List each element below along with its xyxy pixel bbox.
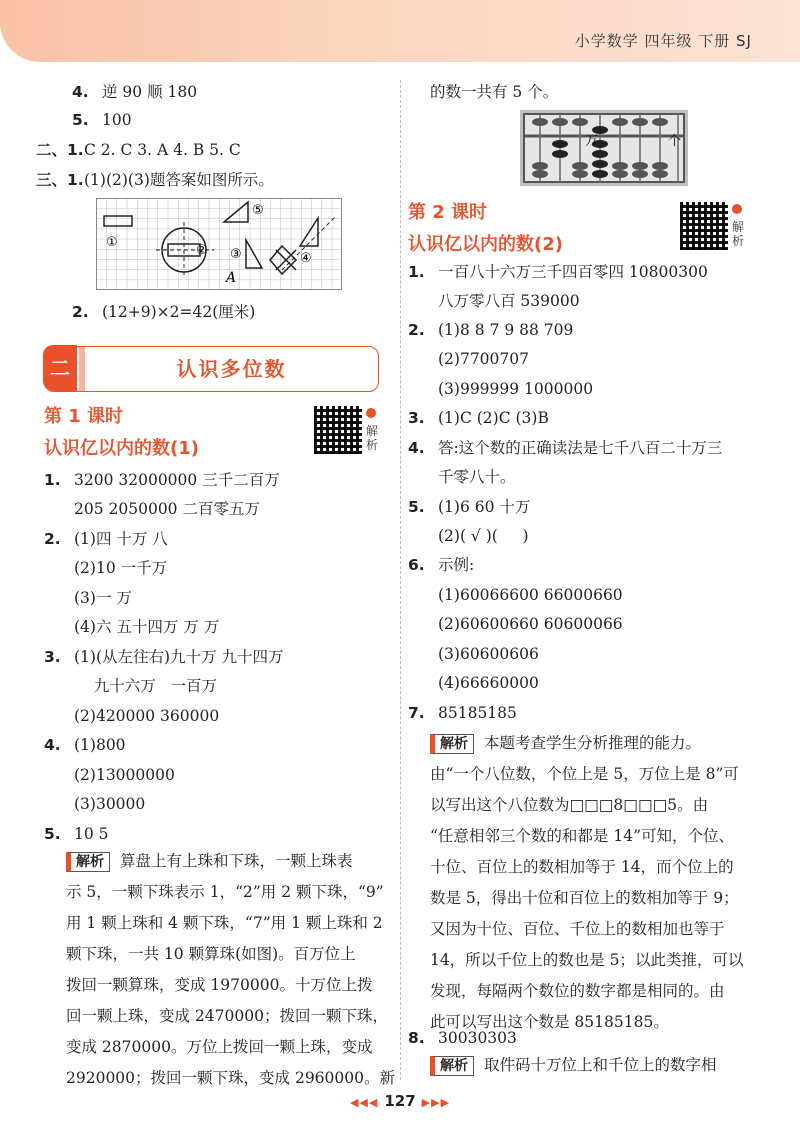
answer-line: 二、1.C 2. C 3. A 4. B 5. C — [36, 141, 241, 159]
jiexi-line: 拨回一颗算珠，变成 1970000。十万位上拨 — [66, 976, 373, 994]
jiexi-line: 发现，每隔两个数位的数字都是相同的。由 — [430, 982, 725, 1000]
answer-line: 3. (1)(从左往右)九十万 九十四万 — [44, 648, 284, 666]
qr-label: 解析 — [732, 220, 745, 248]
answer-line: (2)10 一千万 — [74, 559, 168, 577]
answer-line: 4. 答:这个数的正确读法是七千八百二十万三 — [408, 439, 723, 457]
answer-line: (2)( √ )( ) — [438, 527, 529, 545]
answer-line: (1)60066600 66000660 — [438, 586, 623, 604]
figure-label: A — [226, 270, 237, 286]
answer-line: 2. (12+9)×2=42(厘米) — [72, 303, 256, 321]
jiexi-line: 用 1 颗上珠和 4 颗下珠，“7”用 1 颗上珠和 2 — [66, 914, 383, 932]
answer-line: 2. (1)8 8 7 9 88 709 — [408, 321, 574, 339]
page-footer — [0, 1092, 800, 1110]
answer-line: 7. 85185185 — [408, 704, 517, 722]
figure-label: ③ — [230, 247, 242, 262]
answer-line: (2)60600660 60600066 — [438, 615, 623, 633]
answer-line: 2. (1)四 十万 八 — [44, 530, 168, 548]
jiexi-line: “任意相邻三个数的和都是 14”可知，个位、 — [430, 827, 734, 845]
lesson-1-title: 认识亿以内的数(1) — [44, 438, 199, 459]
figure-label: ② — [196, 243, 208, 258]
answer-line: 4. (1)800 — [44, 736, 126, 754]
qr-code[interactable] — [314, 406, 362, 454]
jiexi-block: 解析 算盘上有上珠和下珠，一颗上珠表 示 5，一颗下珠表示 1，“2”用 2 颗下珠，“9” 用 1 颗上珠和 4 颗下珠，“7”用 1 颗上珠和 2 颗下珠，一共 10 颗算珠(如图)。百万位上 拨回一颗算珠，变成 1970000。十万位上拨 回一颗上珠，变成 2470000；拨回一颗下珠， 变成 2870000。万位上拨回一颗上珠，变成 2920000；拨回一颗下珠，变成 2960000。新 — [66, 846, 384, 1094]
play-icon — [366, 408, 376, 418]
lesson-1-period: 第 1 课时 — [44, 406, 124, 427]
answer-line: 6. 示例: — [408, 556, 475, 574]
column-divider — [400, 80, 401, 1080]
answer-line: (3)999999 1000000 — [438, 380, 594, 398]
jiexi-line: 变成 2870000。万位上拨回一颗上珠，变成 — [66, 1038, 373, 1056]
answer-line: 5. (1)6 60 十万 — [408, 498, 531, 516]
prev-arrows-icon: ◀◀◀ — [349, 1096, 379, 1109]
answer-line: 1. 一百八十六万三千四百零四 10800300 — [408, 263, 708, 281]
jiexi-badge: 解析 — [66, 852, 110, 872]
jiexi-line: 示 5，一颗下珠表示 1，“2”用 2 颗下珠，“9” — [66, 883, 384, 901]
answer-line: 8. 30030303 — [408, 1029, 517, 1047]
answer-line: (2)13000000 — [74, 766, 175, 784]
next-arrows-icon: ▶▶▶ — [421, 1096, 451, 1109]
abacus-label: 个 — [668, 134, 682, 149]
answer-line: 5. 10 5 — [44, 825, 109, 843]
chapter-title: 认识多位数 — [176, 357, 287, 381]
answer-line: (3)一 万 — [74, 589, 132, 607]
chapter-number: 二 — [43, 345, 77, 391]
qr-label: 解析 — [366, 424, 379, 452]
figure-label: ⑤ — [252, 203, 264, 218]
answer-line: 5. 100 — [72, 111, 132, 129]
answer-line: (3)60600606 — [438, 645, 539, 663]
jiexi-line: 以写出这个八位数为□□□8□□□5。由 — [430, 796, 709, 814]
chapter-banner — [44, 346, 379, 392]
continuation-line: 的数一共有 5 个。 — [430, 83, 559, 101]
answer-line: 八万零八百 539000 — [438, 292, 580, 310]
running-header: 小学数学 四年级 下册 SJ — [574, 32, 752, 50]
jiexi-line: 14，所以千位上的数也是 5；以此类推，可以 — [430, 951, 744, 969]
jiexi-line: 颗下珠，一共 10 颗算珠(如图)。百万位上 — [66, 945, 356, 963]
qr-code[interactable] — [680, 202, 728, 250]
jiexi-block: 解析 本题考查学生分析推理的能力。 由“一个八位数，个位上是 5，万位上是 8”可 以写出这个八位数为□□□8□□□5。由 “任意相邻三个数的和都是 14”可知，个位、 十位、百位上的数相加等于 14，而个位上的 数是 5，得出十位和百位上的数相加等于 9； 又因为十位、百位、千位上的数相加也等于 14，所以千位上的数也是 5；以此类推，可以 发现，每隔两个数位的数字都是相同的。由 此可以写出这个数是 85185185。 — [430, 728, 770, 1038]
jiexi-badge: 解析 — [430, 734, 474, 754]
answer-line: (4)六 五十四万 万 万 — [74, 618, 220, 636]
lesson-2-title: 认识亿以内的数(2) — [408, 234, 563, 255]
jiexi-line: 十位、百位上的数相加等于 14，而个位上的 — [430, 858, 734, 876]
jiexi-line: 此可以写出这个数是 85185185。 — [430, 1013, 669, 1031]
answer-line: (4)66660000 — [438, 674, 539, 692]
figure-label: ④ — [300, 251, 312, 266]
answer-line: (3)30000 — [74, 795, 146, 813]
answer-line: (2)7700707 — [438, 350, 529, 368]
jiexi-line: 回一颗上珠，变成 2470000；拨回一颗下珠， — [66, 1007, 388, 1025]
answer-line: 1. 3200 32000000 三千二百万 — [44, 471, 280, 489]
answer-line: 205 2050000 二百零五万 — [74, 500, 260, 518]
play-icon — [732, 204, 742, 214]
jiexi-line: 2920000；拨回一颗下珠，变成 2960000。新 — [66, 1069, 395, 1087]
lesson-2-period: 第 2 课时 — [408, 202, 488, 223]
answer-line: (2)420000 360000 — [74, 707, 220, 725]
abacus-label: 万 — [585, 134, 599, 149]
answer-line: 千零八十。 — [438, 468, 516, 486]
answer-line: 三、1.(1)(2)(3)题答案如图所示。 — [36, 171, 274, 189]
abacus-figure — [520, 110, 688, 186]
jiexi-line: 数是 5，得出十位和百位上的数相加等于 9； — [430, 889, 739, 907]
grid-figure — [96, 198, 342, 290]
jiexi-line: 由“一个八位数，个位上是 5，万位上是 8”可 — [430, 765, 739, 783]
page-number: 127 — [384, 1092, 416, 1110]
answer-line: 九十六万 一百万 — [74, 677, 217, 695]
figure-label: ① — [106, 235, 118, 250]
jiexi-line: 又因为十位、百位、千位上的数相加也等于 — [430, 920, 725, 938]
jiexi-badge: 解析 — [430, 1056, 474, 1076]
jiexi-block: 解析 取件码十万位上和千位上的数字相 — [430, 1050, 770, 1081]
answer-line: 4. 逆 90 顺 180 — [72, 83, 198, 101]
answer-line: 3. (1)C (2)C (3)B — [408, 409, 549, 427]
